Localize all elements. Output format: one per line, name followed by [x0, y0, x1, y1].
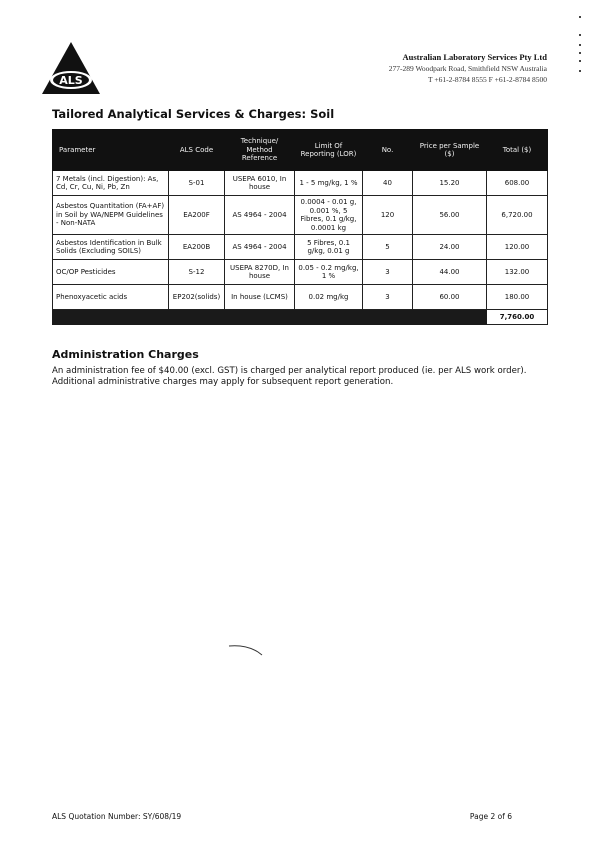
admin-text: An administration fee of $40.00 (excl. GST) is charged per analytical report produced (ie. per ALS work order). Additional administrative charges may apply for subsequent report generation.	[52, 366, 527, 387]
cell-no: 5	[363, 235, 413, 260]
cell-parameter: OC/OP Pesticides	[53, 260, 169, 285]
company-address: 277-289 Woodpark Road, Smithfield NSW Australia	[388, 64, 547, 73]
cell-code: S-12	[169, 260, 225, 285]
cell-parameter: Asbestos Quantitation (FA+AF) in Soil by WA/NEPM Guidelines - Non-NATA	[53, 196, 169, 235]
cell-parameter: Phenoxyacetic acids	[53, 285, 169, 310]
cell-method: USEPA 8270D, In house	[225, 260, 295, 285]
grand-total: 7,760.00	[487, 310, 548, 325]
header-code: ALS Code	[169, 130, 225, 171]
cell-price: 44.00	[413, 260, 487, 285]
company-contact: T +61-2-8784 8555 F +61-2-8784 8500	[428, 75, 547, 84]
company-address-block	[389, 52, 547, 85]
cell-lor: 0.0004 - 0.01 g, 0.001 %, 5 Fibres, 0.1 g/kg, 0.0001 kg	[295, 196, 363, 235]
cell-no: 3	[363, 285, 413, 310]
cell-parameter: 7 Metals (incl. Digestion): As, Cd, Cr, Cu, Ni, Pb, Zn	[53, 171, 169, 196]
cell-total: 180.00	[487, 285, 548, 310]
cell-code: EP202(solids)	[169, 285, 225, 310]
cell-price: 15.20	[413, 171, 487, 196]
cell-price: 60.00	[413, 285, 487, 310]
scan-margin-marks	[575, 14, 581, 74]
cell-lor: 0.02 mg/kg	[295, 285, 363, 310]
logo-text: ALS	[59, 74, 83, 87]
header-total: Total ($)	[487, 130, 548, 171]
cell-price: 24.00	[413, 235, 487, 260]
header-parameter: Parameter	[53, 130, 169, 171]
cell-lor: 1 - 5 mg/kg, 1 %	[295, 171, 363, 196]
cell-total: 132.00	[487, 260, 548, 285]
cell-code: S-01	[169, 171, 225, 196]
cell-method: In house (LCMS)	[225, 285, 295, 310]
cell-total: 608.00	[487, 171, 548, 196]
table-row	[53, 196, 548, 235]
header-no: No.	[363, 130, 413, 171]
total-row-filler	[53, 310, 487, 325]
als-logo	[40, 40, 102, 96]
header-method: Technique/ Method Reference	[225, 130, 295, 171]
company-name: Australian Laboratory Services Pty Ltd	[402, 52, 547, 62]
table-row	[53, 260, 548, 285]
total-row	[53, 310, 548, 325]
cell-lor: 0.05 - 0.2 mg/kg, 1 %	[295, 260, 363, 285]
cell-no: 3	[363, 260, 413, 285]
cell-lor: 5 Fibres, 0.1 g/kg, 0.01 g	[295, 235, 363, 260]
cell-parameter: Asbestos Identification in Bulk Solids (Excluding SOILS)	[53, 235, 169, 260]
quotation-number: ALS Quotation Number: SY/608/19	[52, 812, 182, 821]
cell-no: 40	[363, 171, 413, 196]
cell-method: USEPA 6010, In house	[225, 171, 295, 196]
admin-title: Administration Charges	[52, 348, 199, 361]
table-row	[53, 171, 548, 196]
page-number: Page 2 of 6	[469, 812, 512, 821]
header-lor: Limit Of Reporting (LOR)	[295, 130, 363, 171]
cell-no: 120	[363, 196, 413, 235]
cell-price: 56.00	[413, 196, 487, 235]
cell-total: 6,720.00	[487, 196, 548, 235]
cell-code: EA200B	[169, 235, 225, 260]
cell-total: 120.00	[487, 235, 548, 260]
section-title: Tailored Analytical Services & Charges: Soil	[52, 107, 335, 121]
cell-method: AS 4964 - 2004	[225, 235, 295, 260]
table-row	[53, 235, 548, 260]
cell-method: AS 4964 - 2004	[225, 196, 295, 235]
cell-code: EA200F	[169, 196, 225, 235]
table-row	[53, 285, 548, 310]
pen-stroke-mark	[228, 643, 268, 659]
table-header-row	[53, 130, 548, 171]
charges-table	[52, 129, 548, 325]
header-price: Price per Sample ($)	[413, 130, 487, 171]
